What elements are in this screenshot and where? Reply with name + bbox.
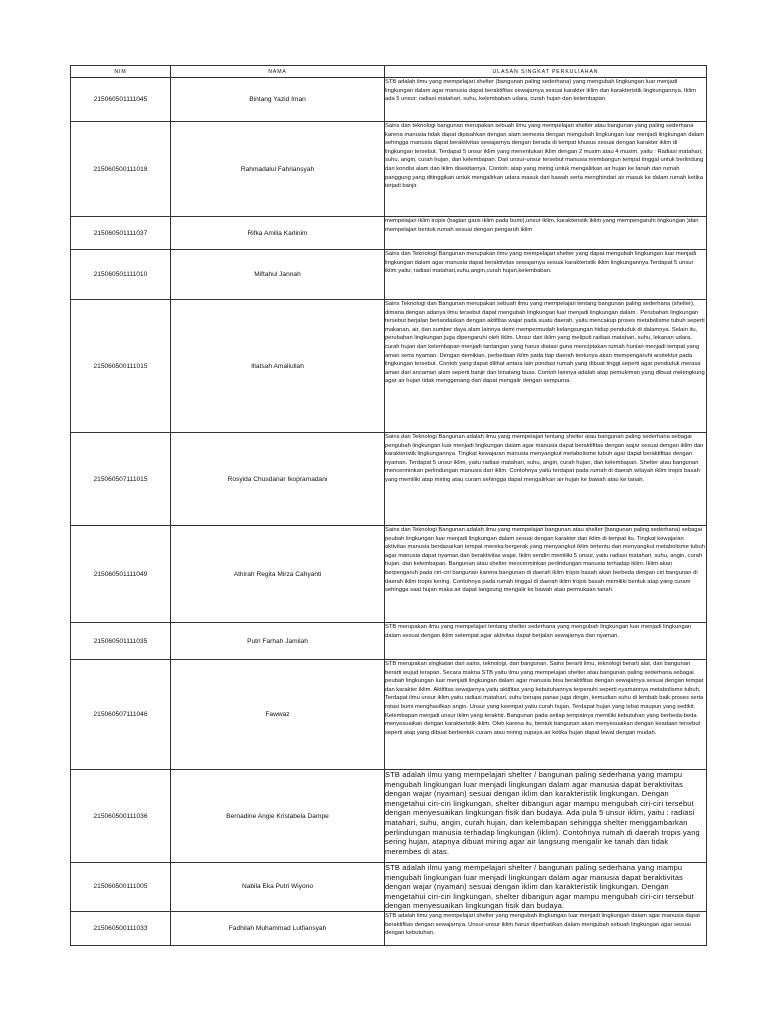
table-row (71, 433, 707, 526)
nim-cell: 215060501111037 (71, 217, 171, 250)
table-row (71, 217, 707, 250)
nim-cell: 215060501111049 (71, 526, 171, 623)
ringkasan-cell: Sains dan Teknologi Bangunan adalah ilmu yang mempelajari bangunan atau shelter (bangunan paling sederhana) sebagai peubah lingkungan luar menjadi lingkungan dalam sesuai dengan karakter dan iklim di tempat itu. Tingkat kewajaran aktivitas manusia berdasarkan tempat mereka bergerak yang menyangkut iklim tertentu dan menyangkut metabolisme tubuh agar manusia dapat nyaman dan beraktivitas wajar. Iklim sendiri memiliki 5 unsur, yaitu radiasi matahari, suhu, angin, curah hujan, dan kelembapan. Bangunan atau shelter mencerminkan perlindungan manusia terhadap iklim. Iklim akan berpengaruh pada ciri-ciri bangunan karena bangunan di daerah iklim tropis basah akan berbeda dengan ciri bangunan di daerah iklim tropis kering. Contohnya pada rumah tinggal di daerah iklim tropis basah memiliki bentuk atap yang curam sehingga saat hujan maka air dapat langsung mengalir ke bawah atau permukaan tanah. (385, 526, 707, 623)
ringkasan-cell: STB adalah ilmu yang mempelajari shelter yang mengubah lingkungan luar menjadi lingkungan dalam agar manusia dapat beraktifitas dengan sewajarnya. Unsur-unsur iklim harus diperhatikan dalam mengubah sebuah lingkungan agar sesuai dengan kebutuhan. (385, 911, 707, 945)
table-row (71, 911, 707, 945)
nim-cell: 215060507111046 (71, 660, 171, 770)
table-row (71, 770, 707, 863)
ringkasan-cell: STB adalah ilmu yang mempelajari shelter (bangunan paling sederhana) yang mengubah lingkungan luar menjadi lingkungan dalam agar manusia dapat beraktifitas sewajarnya sesuai karakter iklim dan karakteristik lingkungannya. Iklim ada 5 unsur: radiasi matahari, suhu, kelembaban udara, curah hujan dan kelembapan. (385, 78, 707, 122)
summary-table (70, 65, 707, 946)
ringkasan-cell: STB adalah ilmu yang mempelajari shelter / bangunan paling sederhana yang mampu mengubah lingkungan luar menjadi lingkungan dalam agar manusia dapat beraktivitas dengan wajar (nyaman) sesuai dengan iklim dan karakteristik lingkungan. Dengan mengetahui ciri-ciri lingkungan, shelter dibangun agar mampu mengubah ciri-ciri tersebut dengan menyesuaikan lingkungan fisik dan budaya. Ada pula 5 unsur iklim, yaitu : radiasi matahari, suhu, angin, curah hujan, dan kelembapan sehingga shelter menggambarkan perlindungan manusia terhadap lingkungan (iklim). Contohnya rumah di daerah tropis yang sering hujan, atapnya dibuat miring agar air langsung mengalir ke tanah dan tidak merembes di atas. (385, 770, 707, 863)
header-nim: NIM (71, 66, 171, 78)
nim-cell: 215060501111035 (71, 623, 171, 660)
ringkasan-cell: Sains Teknologi dan Bangunan merupakan sebuah ilmu yang mempelajari tentang bangunan paling sederhana (shelter), dimana dengan adanya ilmu tersebut dapat mengubah lingkungan luar menjadi lingkungan dalam . Perubahan lingkungan tersebut berjalan berlandaskan dengan aktifitas wajar pada suatu daerah, yaitu mencakup proses metabolisme tubuh seperti makanan, air, dan sumber daya alam lainnya demi mempermudah kelangsungan hidup penduduk di dalamnya. Selain itu, perubahan lingkungan juga dipengaruhi oleh iklim. Unsur dari iklim yang meliputi radiasi matahari, suhu, lekanan udara, curah hujan dan kelembapan menjadi tantangan yang harus diatasi guna menciptakan rumah hunian menjadi tempat yang aman serta nyaman. Dengan demikian, perbedaan iklim pada tiap daerah tentunya akan mempengaruhi arsitektur pada lingkungan tersebut. Contoh yang dapat dilihat antara lain pondasi rumah yang dibuat tinggi seperti agar penduduk merasa aman dari ancaman alam seperti banjir dan binatang buas. Contoh lainnya adalah atap pemukiman yang dibuat melengkung agar air hujan tidak menggenang dan dapat mengalir dengan sempurna. (385, 300, 707, 433)
table-row (71, 250, 707, 300)
nama-cell: Athirah Regita Mirza Cahyanti (171, 526, 385, 623)
ringkasan-cell: Sains dan Teknologi Bangunan adalah ilmu yang mempelajari tentang shelter atau bangunan paling sederhana sebagai pengubah lingkungan luar menjadi lingkungan dalam agar manusia dapat beraktifitas dengan wajar sesuai dengan iklim dan karakteristik lingkungannya. Tingkat kewajaran manusia menyangkut metabolisme tubuh agar dapat beraktifitas dengan nyaman. Terdapat 5 unsur iklim, yaitu radiasi matahari, suhu, angin, curah hujan, dan kelembapan. Shelter atau bangunan mencerminkan perlindungan manusia dari iklim. Contohnya yaitu terdapat pada rumah di daerah wilayah iklim tropis basah yang memiliki atap miring atau curam sehingga dapat mengalirkan air hujan ke bawah atau ke tanah. (385, 433, 707, 526)
nama-cell: Miftahul Jannah (171, 250, 385, 300)
nama-cell: Bernadine Angie Kristabela Dampe (171, 770, 385, 863)
nim-cell: 215060501111045 (71, 78, 171, 122)
table-row (71, 78, 707, 122)
table-row (71, 623, 707, 660)
nama-cell: Nabila Eka Putri Wiyono (171, 863, 385, 912)
ringkasan-cell: Sains dan Teknologi Bangunan merupakan ilmu yang mempelajari shelter yang dapat mengubah lingkungan luar menjadi lingkungan dalam agar manusia dapat beraktivitas sewajarnya sesuai karakteristik iklim lingkungannya.Terdapat 5 unsur iklim yaitu; radiasi matahari,suhu,angin,curah hujan,kelembaban. (385, 250, 707, 300)
table-row (71, 660, 707, 770)
header-nama: NAMA (171, 66, 385, 78)
ringkasan-cell: mempelajari iklim tropis (bagian garis iklim pada bumi),unsur iklim, karakteristik iklim yang mempengaruhi lingkungan )dan mempelajari bentuk rumah sesuai dengan pengaruh iklim (385, 217, 707, 250)
ringkasan-cell: STB adalah ilmu yang mempelajari shelter / bangunan paling sederhana yang mampu mengubah lingkungan luar menjadi lingkungan dalam agar manusia dapat beraktivitas dengan wajar (nyaman) sesuai dengan iklim dan karakteristik lingkungan. Dengan mengetahui ciri-ciri lingkungan, shelter dibangun agar mampu mengubah ciri-ciri tersebut dengan menyesuaikan lingkungan fisik dan budaya. (385, 863, 707, 912)
header-ringkasan: ULASAN SINGKAT PERKULIAHAN (385, 66, 707, 78)
ringkasan-cell: STB merupakan ilmu yang mempelajari tentang shelter sederhana yang mengubah lingkungan luar menjadi lingkungan dalam sesuai dengan iklim setempat agar aktivitas dapat berjalan sewajarnya dan nyaman. (385, 623, 707, 660)
table-row (71, 300, 707, 433)
ringkasan-cell: STB merupakan singkatan dari sains, teknologi, dan bangunan. Sains berarti ilmu, teknologi berarti alat, dan bangunan berarti wujud terapan. Secara makna STB yaitu ilmu yang mempelajari shelter atau bangunan paling sederhana sebagai peubah lingkungan luar menjadi lingkungan dalam agar manusia bisa beraktifitas dengan sewajarnya sesuai dengan tempat dan karakter iklim. Aktifitas sewajarnya yaitu aktifitas yang kebutuhannya terpenuhi seperti nyamannya metabolisme tubuh. Terdapat ilmu unsur iklim yaitu radiasi matahari, suhu berupa panas juga dingin, kemudian suhu di lembab baik proses serta rotasi bumi menghasilkan angin. Unsur yang keempat yaitu curah hujan. Terdapat hujan yang lebat maupun yang sedikit. Kelembapan menjadi unsur iklim yang terakhir. Bangunan pada setiap tempatnya memiliki kebutuhan yang berbeda-beda menyesuaikan dengan karakteristik iklim. Oleh karena itu, bentuk bangunan akan menyesuaikan dengan keadaan tersebut seperti atap yang dibuat berbentuk curam atau miring supaya air ketika hujan dapat lewat dengan mudah. (385, 660, 707, 770)
table-row (71, 526, 707, 623)
nim-cell: 215060500111005 (71, 863, 171, 912)
table-row (71, 863, 707, 912)
nim-cell: 215060500111015 (71, 300, 171, 433)
nim-cell: 215060500111033 (71, 911, 171, 945)
nim-cell: 215060500111018 (71, 122, 171, 217)
table-row (71, 122, 707, 217)
nama-cell: Illatsah Amaliullah (171, 300, 385, 433)
nim-cell: 215060507111015 (71, 433, 171, 526)
nama-cell: Rahmadalul Fahriansyah (171, 122, 385, 217)
nama-cell: Bintang Yazid Iman (171, 78, 385, 122)
header-row (71, 66, 707, 78)
nama-cell: Fawwaz (171, 660, 385, 770)
ringkasan-cell: Sains dan teknologi bangunan merupakan sebuah ilmu yang mempelajari shelter atau bangunan yang paling sederhana karena manusia tidak dapat dipisahkan dengan alam semesta dengan mengubah lingkungan luar menjadi lingkungan dalam sehingga manusia dapat beraktivitas sewajarnya dengan berada di tempat khusus sesuai dengan karakter iklim di lingkungan tersebut. Terdapat 5 unsur iklim yang menentukan iklim dengan 2 musim atau 4 musim, yaitu : Radiasi matahari, suhu, angin, curah hujan, dan kelembapan. Dari unsur-unsur tersebut manusia membangun tempat tinggal untuk berlindung dari kondisi alam dan iklim disekitarnya. Contoh: atap yang miring untuk mengalirkan air hujan ke tanah dan rumah panggung yang ditinggikan untuk mengalirkan udara masuk dari bawah serta menghindari air masuk ke dalam rumah ketika terjadi banjir. (385, 122, 707, 217)
nama-cell: Rifka Amilia Karlinim (171, 217, 385, 250)
nim-cell: 215060500111036 (71, 770, 171, 863)
nim-cell: 215060501111010 (71, 250, 171, 300)
nama-cell: Fadhilah Muhammad Lutfiansyah (171, 911, 385, 945)
nama-cell: Rosyida Chusdanar Ikopramadani (171, 433, 385, 526)
nama-cell: Putri Farhah Jamilah (171, 623, 385, 660)
